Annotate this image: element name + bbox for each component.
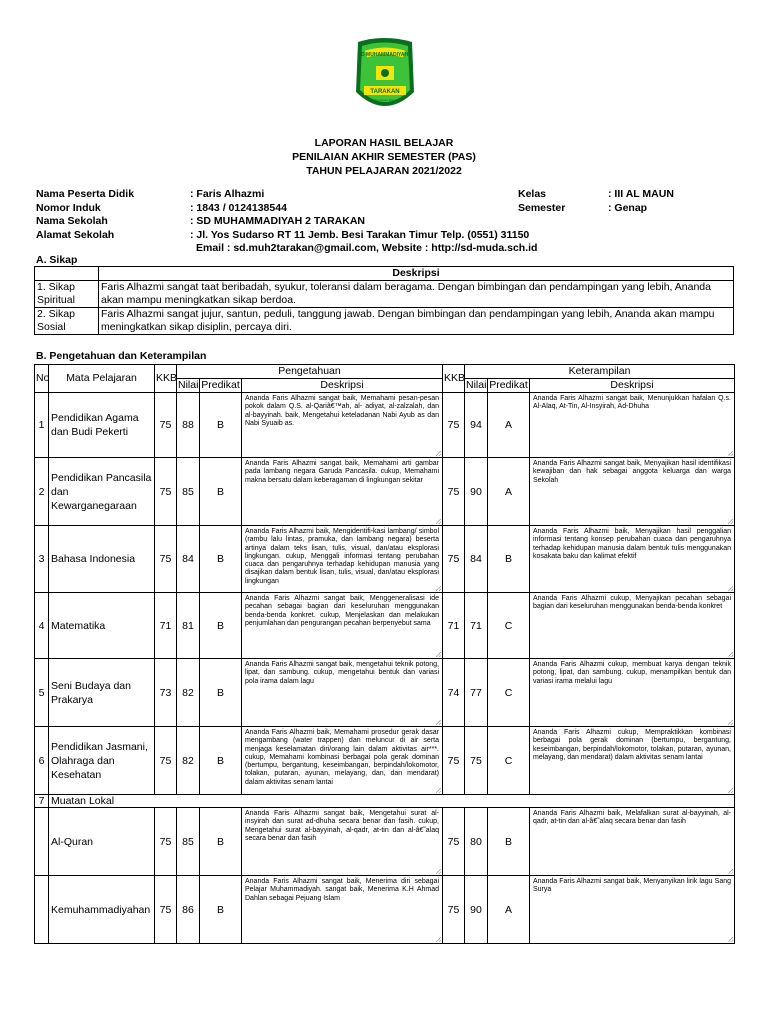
row-predikat-k: B [488, 808, 530, 876]
row-kkb-k: 75 [443, 727, 465, 795]
resize-grip-icon[interactable] [728, 937, 733, 942]
resize-grip-icon[interactable] [436, 788, 441, 793]
class-labels [518, 188, 565, 215]
row-predikat-k: C [488, 659, 530, 727]
row-no: 2 [35, 458, 49, 526]
row-deskripsi-k-textarea[interactable]: Ananda Faris Alhazmi cukup, membuat karya dengan teknik potong, lipat, dan sambung. cukup, menampilkan bentuk dan variasi irama melalui lagu [530, 659, 735, 727]
row-predikat-p: B [200, 393, 242, 458]
row-predikat-p: B [200, 659, 242, 727]
header-deskripsi-p: Deskripsi [242, 379, 443, 393]
row-deskripsi-k-textarea[interactable]: Ananda Faris Alhazmi sangat baik, Menyanyikan lirik lagu Sang Surya [530, 876, 735, 944]
row-kkb-k: 71 [443, 593, 465, 659]
row-nilai-p: 82 [177, 727, 200, 795]
row-kkb-p: 75 [155, 393, 177, 458]
row-predikat-p: B [200, 808, 242, 876]
table-row [35, 659, 735, 727]
row-predikat-p: B [200, 458, 242, 526]
row-kkb-p: 75 [155, 876, 177, 944]
row-predikat-k: A [488, 393, 530, 458]
sikap-text: Faris Alhazmi sangat jujur, santun, peduli, tanggung jawab. Dengan bimbingan dan pendampingan yang lebih, Ananda akan mampu meningkatkan sikap disiplin, percaya diri. [99, 308, 734, 335]
resize-grip-icon[interactable] [436, 519, 441, 524]
row-deskripsi-k-textarea[interactable]: Ananda Faris Alhazmi baik, Menyajikan hasil penggalian informasi tentang konsep perubahan cuaca dan pengaruhnya terhadap kehidupan manusia dalam bentuk tulis menggunakan kosakata baku dan kalimat efektif [530, 526, 735, 593]
header-predikat-p: Predikat [201, 379, 240, 391]
row-no: 1 [35, 393, 49, 458]
row-nilai-p: 88 [177, 393, 200, 458]
row-no: 5 [35, 659, 49, 727]
alamat-value: : Jl. Yos Sudarso RT 11 Jemb. Besi Tarakan Timur Telp. (0551) 31150 [190, 228, 530, 241]
row-predikat-p: B [200, 727, 242, 795]
row-mapel: Bahasa Indonesia [49, 526, 155, 593]
header-no: No [35, 365, 49, 393]
resize-grip-icon[interactable] [436, 937, 441, 942]
header-kkb-k: KKB [443, 365, 465, 393]
row-kkb-p: 75 [155, 808, 177, 876]
class-values [608, 188, 674, 215]
report-title: LAPORAN HASIL BELAJAR [314, 137, 454, 149]
row-kkb-p: 75 [155, 727, 177, 795]
row-deskripsi-p-textarea[interactable]: Ananda Faris Alhazmi sangat baik, Memahami pesan-pesan pokok dalam Q.S. al-Qariâ€™ah, al- adiyat, al-zalzalah, dan al-bayyinah. baik, Mengetahui keteladanan Nabi Ayub as dan Nabi Syuaib as. [242, 393, 443, 458]
row-deskripsi-p-textarea[interactable]: Ananda Faris Alhazmi sangat baik, Mengetahui surat al-insyirah dan surat ad-dhuha secara benar dan fasih. cukup, Mengetahui surat al-bayyinah, al-qadr, at-tin dan al-â€˜alaq secara benar dan fasih [242, 808, 443, 876]
row-no: 7 [35, 795, 49, 808]
row-kkb-k: 75 [443, 808, 465, 876]
resize-grip-icon[interactable] [728, 451, 733, 456]
identity-values [190, 188, 570, 256]
header-predikat-k: Predikat [489, 379, 528, 391]
resize-grip-icon[interactable] [436, 586, 441, 591]
row-nilai-k: 71 [465, 593, 488, 659]
row-nilai-p: 82 [177, 659, 200, 727]
report-year: TAHUN PELAJARAN 2021/2022 [306, 165, 462, 177]
header-nilai-p: Nilai [178, 379, 199, 391]
row-mapel: Kemuhammadiyahan [49, 876, 155, 944]
row-kkb-k: 75 [443, 526, 465, 593]
row-deskripsi-k-textarea[interactable]: Ananda Faris Alhazmi sangat baik, Menyajikan hasil identifikasi kewajiban dan hak sebagai anggota keluarga dan warga Sekolah [530, 458, 735, 526]
resize-grip-icon[interactable] [728, 652, 733, 657]
header-mapel: Mata Pelajaran [49, 365, 155, 393]
header-pengetahuan: Pengetahuan [177, 365, 443, 379]
sikap-heading: A. Sikap [36, 254, 78, 266]
row-deskripsi-p-textarea[interactable]: Ananda Faris Alhazmi sangat baik, Menggeneralisasi ide pecahan sebagai bagian dari keseluruhan menggunakan benda-benda konkret. cukup, Menjelaskan dan melakukan penjumlahan dan pengurangan pecahan berpenyebut sama [242, 593, 443, 659]
muatan-lokal-label: Muatan Lokal [49, 795, 735, 808]
resize-grip-icon[interactable] [436, 869, 441, 874]
row-kkb-p: 71 [155, 593, 177, 659]
row-deskripsi-k-textarea[interactable]: Ananda Faris Alhazmi cukup, Mempraktikkan kombinasi berbagai pola gerak dominan (bertumpu, bergantung, keseimbangan, berpindah/lokomotor, tolakan, putaran, ayunan, melayang, dan mendarat) dalam aktivitas senam lantai [530, 727, 735, 795]
semester-label: Semester [518, 201, 566, 214]
table-row [35, 593, 735, 659]
row-predikat-p: B [200, 876, 242, 944]
alamat-label: Alamat Sekolah [36, 228, 115, 241]
row-deskripsi-p-textarea[interactable]: Ananda Faris Alhazmi baik, Mengidentifi-kasi lambang/ simbol (rambu lalu lintas, pramuka, dan lambang negara) beserta artinya dalam teks lisan, tulis, visual, dan/atau eksplorasi lingkungan. cukup, Menggali informasi tentang perubahan cuaca dan pengaruhnya terhadap kehidupan manusia yang disajikan dalam bentuk lisan, tulis, visual, dan/atau eksplorasi lingkungan [242, 526, 443, 593]
table-row [35, 727, 735, 795]
row-predikat-k: A [488, 458, 530, 526]
row-nilai-p: 85 [177, 458, 200, 526]
row-nilai-p: 86 [177, 876, 200, 944]
sekolah-value: : SD MUHAMMADIYAH 2 TARAKAN [190, 215, 365, 227]
row-kkb-p: 73 [155, 659, 177, 727]
row-nilai-p: 81 [177, 593, 200, 659]
sekolah-label: Nama Sekolah [36, 215, 108, 227]
row-mapel: Seni Budaya dan Prakarya [49, 659, 155, 727]
table-row [35, 808, 735, 876]
row-nilai-p: 84 [177, 526, 200, 593]
header-kkb-p: KKB [155, 365, 177, 393]
row-kkb-k: 74 [443, 659, 465, 727]
nomor-value: : 1843 / 0124138544 [190, 201, 287, 214]
resize-grip-icon[interactable] [436, 652, 441, 657]
row-no: 6 [35, 727, 49, 795]
school-logo [352, 36, 418, 120]
row-kkb-p: 75 [155, 458, 177, 526]
row-kkb-k: 75 [443, 458, 465, 526]
table-row [35, 308, 734, 335]
sikap-label: 2. Sikap Sosial [35, 308, 99, 335]
resize-grip-icon[interactable] [436, 720, 441, 725]
header-nilai-k: Nilai [466, 379, 487, 391]
table-row [35, 526, 735, 593]
row-deskripsi-k-textarea[interactable]: Ananda Faris Alhazmi baik, Melafalkan surat al-bayyinah, al-qadr, at-tin dan al-â€˜alaq secara benar dan fasih [530, 808, 735, 876]
report-subtitle: PENILAIAN AKHIR SEMESTER (PAS) [292, 151, 476, 163]
header-keterampilan: Keterampilan [465, 365, 735, 379]
row-mapel: Pendidikan Agama dan Budi Pekerti [49, 393, 155, 458]
row-mapel: Matematika [49, 593, 155, 659]
identity-labels [36, 188, 134, 242]
sikap-label: 1. Sikap Spiritual [35, 281, 99, 308]
resize-grip-icon[interactable] [728, 869, 733, 874]
row-nilai-k: 94 [465, 393, 488, 458]
row-nilai-k: 77 [465, 659, 488, 727]
row-deskripsi-k-textarea[interactable]: Ananda Faris Alhazmi sangat baik, Menunjukkan hafalan Q.s. Al-Alaq, At-Tin, Al-Insyirah, Ad-Dhuha [530, 393, 735, 458]
row-mapel: Pendidikan Jasmani, Olahraga dan Kesehatan [49, 727, 155, 795]
row-deskripsi-p-textarea[interactable]: Ananda Faris Alhazmi sangat baik, Menerima diri sebagai Pelajar Muhammadiyah. sangat baik, Menerima K.H Ahmad Dahlan sebagai Pejuang Islam [242, 876, 443, 944]
nilai-table [34, 364, 735, 944]
table-row [35, 876, 735, 944]
resize-grip-icon[interactable] [728, 519, 733, 524]
row-nilai-k: 84 [465, 526, 488, 593]
sikap-col-header: Deskripsi [99, 267, 734, 281]
row-kkb-k: 75 [443, 393, 465, 458]
row-kkb-p: 75 [155, 526, 177, 593]
row-nilai-k: 90 [465, 876, 488, 944]
row-no: 4 [35, 593, 49, 659]
row-nilai-k: 90 [465, 458, 488, 526]
nama-label: Nama Peserta Didik [36, 188, 135, 200]
row-mapel: Pendidikan Pancasila dan Kewarganegaraan [49, 458, 155, 526]
email-line: Email : sd.muh2tarakan@gmail.com, Website : http://sd-muda.sch.id [196, 242, 538, 254]
header-deskripsi-k: Deskripsi [530, 379, 735, 393]
nilai-heading: B. Pengetahuan dan Keterampilan [36, 350, 207, 362]
table-row [35, 281, 734, 308]
nomor-label: Nomor Induk [36, 201, 101, 214]
nama-value: : Faris Alhazmi [190, 188, 265, 200]
resize-grip-icon[interactable] [436, 451, 441, 456]
row-deskripsi-k-textarea[interactable]: Ananda Faris Alhazmi cukup, Menyajikan pecahan sebagai bagian dari keseluruhan menggunakan benda-benda konkret [530, 593, 735, 659]
resize-grip-icon[interactable] [728, 720, 733, 725]
semester-value: : Genap [608, 201, 648, 214]
kelas-label: Kelas [518, 188, 547, 200]
row-nilai-p: 85 [177, 808, 200, 876]
row-deskripsi-p-textarea[interactable]: Ananda Faris Alhazmi sangat baik, mengetahui teknik potong, lipat, dan sambung. cukup, mengetahui bentuk dan variasi pola irama dalam lagu [242, 659, 443, 727]
logo-sub-text: Berkemajuan Dakwah [370, 98, 400, 102]
row-no: 3 [35, 526, 49, 593]
sikap-table [34, 266, 734, 335]
table-row [35, 458, 735, 526]
row-nilai-k: 75 [465, 727, 488, 795]
table-row [35, 393, 735, 458]
row-predikat-p: B [200, 593, 242, 659]
sikap-text: Faris Alhazmi sangat taat beribadah, syukur, toleransi dalam beragama. Dengan bimbingan dan pendampingan yang lebih, Ananda akan mampu meningkatkan sikap berdoa. [99, 281, 734, 308]
resize-grip-icon[interactable] [728, 788, 733, 793]
row-nilai-k: 80 [465, 808, 488, 876]
muatan-lokal-row [35, 795, 735, 808]
row-mapel: Al-Quran [49, 808, 155, 876]
row-predikat-k: B [488, 526, 530, 593]
row-predikat-k: C [488, 727, 530, 795]
resize-grip-icon[interactable] [728, 586, 733, 591]
row-predikat-k: A [488, 876, 530, 944]
row-deskripsi-p-textarea[interactable]: Ananda Faris Alhazmi baik, Memahami prosedur gerak dasar mengambang (water trappen) dan meluncur di air serta menjaga keselamatan diri/orang lain dalam aktivitas air***. cukup, Memahami kombinasi berbagai pola gerak dominan (bertumpu, bergantung, keseimbangan, berpindah/lokomotor, tolakan, putaran, ayunan, melayang, dan, dan mendarat) dalam aktivitas senam lantai [242, 727, 443, 795]
logo-mid-text: TARAKAN [370, 89, 400, 95]
row-kkb-k: 75 [443, 876, 465, 944]
report-titles [0, 136, 768, 178]
row-predikat-p: B [200, 526, 242, 593]
row-deskripsi-p-textarea[interactable]: Ananda Faris Alhazmi sangat baik, Memahami arti gambar pada lambang negara Garuda Pancasila. cukup, Memahami makna bersatu dalam keberagaman di lingkungan sekitar [242, 458, 443, 526]
kelas-value: : III AL MAUN [608, 188, 674, 200]
logo-top-text: SD MUHAMMADIYAH 2 [357, 52, 413, 58]
row-predikat-k: C [488, 593, 530, 659]
